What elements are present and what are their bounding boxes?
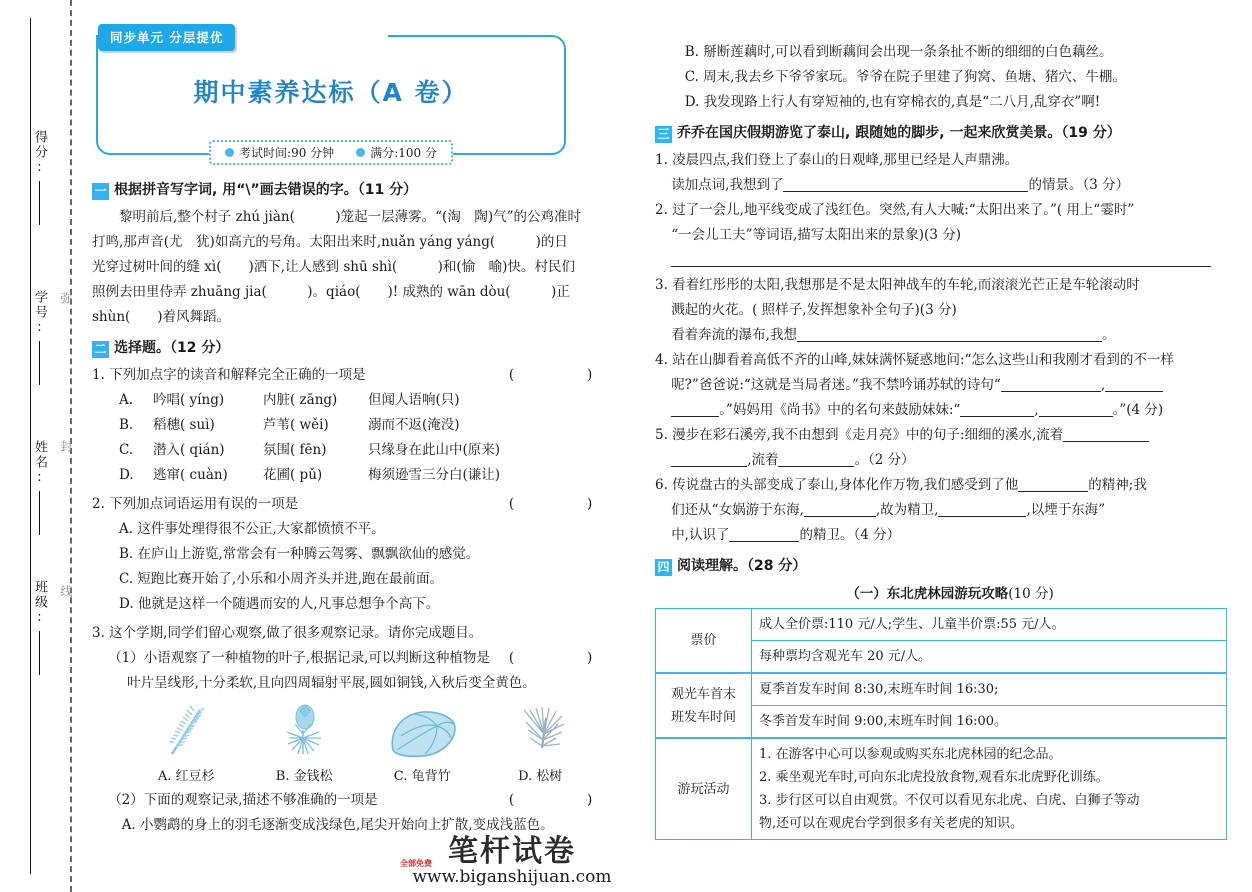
answer-blank[interactable] (671, 416, 719, 417)
page-title: 期中素养达标（A 卷） (193, 78, 469, 107)
plant-caption-b: B. 金钱松 (275, 769, 333, 784)
question-2-1-option-d (92, 463, 622, 488)
answer-blank[interactable] (1039, 416, 1113, 417)
answer-blank[interactable] (729, 541, 799, 542)
question-2-2-option-b: B. 在庐山上游览,常常会有一种腾云驾雾、飘飘欲仙的感觉。 (119, 546, 480, 562)
watermark-free-tag: 全部免费 (400, 859, 432, 868)
full-score-label: 满分:100 分 (370, 146, 437, 160)
section-title-1: 根据拼音写字词, 用“\”画去错误的字。（11 分） (114, 182, 418, 198)
table-cell-price-1: 成人全价票:110 元/人;学生、儿童半价票:55 元/人。 (752, 609, 1227, 641)
option-col3: 梅须逊雪三分白(谦让) (368, 467, 501, 483)
watermark-brand: 笔杆试卷 (448, 834, 576, 869)
left-column (92, 0, 622, 838)
watermark (372, 836, 652, 886)
question-3-2-line2: “一会儿工夫”等词语,描写太阳出来的景象)(3 分) (671, 227, 961, 243)
plant-choice-row (92, 700, 622, 784)
table-label-price: 票价 (656, 609, 752, 674)
plant-caption-c: C. 龟背竹 (393, 769, 451, 784)
monstera-leaf-icon (363, 700, 481, 762)
question-2-2-option-c: C. 短跑比赛开始了,小乐和小周齐头并进,跑在最前面。 (119, 571, 444, 587)
section-number-3: 三 (655, 126, 672, 143)
question-3-1-line1: 1. 凌晨四点,我们登上了泰山的日观峰,那里已经是人声鼎沸。 (655, 152, 1019, 168)
question-3-4-line1: 4. 站在山脚看着高低不齐的山峰,妹妹满怀疑惑地问:“怎么这些山和我刚才看到的不一样 (655, 352, 1174, 368)
answer-blank[interactable] (1001, 391, 1101, 392)
margin-field-student-id: 学号: (30, 290, 49, 385)
section1-line-4: 照例去田里侍弄 zhuāng jia( )。qiáo( )! 成熟的 wān dòu( )正 (92, 284, 570, 300)
plant-choice-d[interactable] (481, 700, 599, 784)
question-2-3-sub1 (92, 646, 622, 671)
activity-item-1: 1. 在游客中心可以参观或购买东北虎林园的纪念品。 (759, 747, 1062, 762)
table-label-bus-time-l2: 班发车时间 (670, 709, 736, 725)
question-2-2-stem: 2. 下列加点词语运用有误的一项是 (92, 496, 299, 512)
answer-blank[interactable] (1105, 391, 1163, 392)
option-col2: 氛围( fēn) (263, 442, 327, 458)
check-circle-icon (356, 148, 365, 157)
answer-blank[interactable] (778, 466, 854, 467)
plant-choice-a[interactable] (127, 700, 245, 784)
answer-bracket: ( ) (508, 367, 622, 383)
plant-caption-a: A. 红豆杉 (157, 769, 215, 784)
table-cell-bus-1: 夏季首发车时间 8:30,末班车时间 16:30; (752, 673, 1227, 706)
plant-choice-c[interactable] (363, 700, 481, 784)
table-cell-activities (752, 738, 1227, 840)
yew-branch-icon (127, 700, 245, 762)
section-heading-3 (655, 124, 1245, 143)
question-2-1 (92, 363, 622, 388)
section1-line-5: shùn( )着风舞蹈。 (92, 309, 231, 325)
option-col1: 稻穗( suì) (153, 417, 215, 433)
question-2-1-option-c (92, 438, 622, 463)
table-cell-price-2: 每种票均含观光车 20 元/人。 (752, 641, 1227, 674)
answer-blank[interactable] (1018, 491, 1088, 492)
activity-item-2: 2. 乘坐观光车时,可向东北虎投放食物,观看东北虎野化训练。 (759, 770, 1109, 785)
option-label: C. (119, 442, 134, 458)
question-2-3-sub1-record: 叶片呈线形,十分柔软,且向四周辐射平展,圆如铜钱,入秋后变全黄色。 (127, 675, 536, 691)
exam-time-label: 考试时间:90 分钟 (239, 146, 335, 160)
table-label-bus-time (656, 673, 752, 738)
section-title-4: 阅读理解。（28 分） (677, 558, 807, 574)
option-col3: 溺而不返(淹没) (368, 417, 460, 433)
question-3-6-line1: 6. 传说盘古的头部变成了泰山,身体化作万物,我们感受到了他 的精神;我 (655, 477, 1147, 493)
option-col2: 芦苇( wěi) (263, 417, 329, 433)
clock-icon (225, 148, 234, 157)
reading-passage-title: （一）东北虎林园游玩攻略(10 分) (846, 586, 1054, 602)
question-3-3-line3: 看着奔流的瀑布,我想 。 (671, 327, 1116, 343)
table-row (656, 738, 1227, 840)
answer-blank[interactable] (671, 466, 747, 467)
question-2-2-option-d: D. 他就是这样一个随遇而安的人,凡事总想争个高下。 (119, 596, 440, 612)
activity-item-3-cont: 物,还可以在观虎台学到很多有关老虎的知识。 (759, 816, 1024, 831)
answer-bracket: ( ) (508, 792, 622, 808)
table-row (656, 673, 1227, 706)
activity-item-3: 3. 步行区可以自由观赏。不仅可以看见东北虎、白虎、白狮子等动 (759, 793, 1140, 808)
section1-line-2: 打鸣,那声音(尤 犹)如高亢的号角。太阳出来时,nuǎn yáng yáng( )的日 (92, 234, 568, 250)
question-2-3-sub2-option-c: C. 周末,我去乡下爷爷家玩。爷爷在院子里建了狗窝、鱼塘、猪穴、牛棚。 (684, 69, 1126, 85)
margin-field-name: 姓名: (30, 440, 49, 535)
question-3-2-line1: 2. 过了一会儿,地平线变成了浅红色。突然,有人大喊:“太阳出来了。”( 用上“霎时” (655, 202, 1135, 218)
answer-blank[interactable] (1063, 441, 1149, 442)
left-margin (0, 0, 92, 892)
question-3-4-line2: 呢?”爸爸说:“这就是当局者迷。”我不禁吟诵苏轼的诗句“ , (655, 373, 1245, 398)
option-col1: 潜入( qián) (153, 442, 225, 458)
paper-header-card (96, 30, 566, 160)
answer-blank[interactable] (960, 416, 1034, 417)
plant-choice-b[interactable] (245, 700, 363, 784)
table-cell-bus-2: 冬季首发车时间 9:00,末班车时间 16:00。 (752, 706, 1227, 739)
section-number-2: 二 (92, 341, 109, 358)
plant-caption-d: D. 松树 (518, 769, 563, 784)
question-2-3-sub2 (92, 788, 622, 813)
option-label: B. (119, 417, 134, 433)
table-label-bus-time-l1: 观光车首末 (670, 686, 736, 702)
question-2-2 (92, 492, 622, 517)
section-title-2: 选择题。（12 分） (114, 340, 230, 356)
option-col1: 逃窜( cuàn) (153, 467, 228, 483)
answer-bracket: ( ) (508, 650, 622, 666)
question-3-3-line2: 溅起的火花。( 照样子,发挥想象补全句子)(3 分) (671, 302, 957, 318)
answer-blank[interactable] (671, 266, 1211, 267)
guide-table (655, 608, 1227, 840)
option-col2: 内脏( zāng) (263, 392, 338, 408)
table-row (656, 609, 1227, 641)
section-number-4: 四 (655, 559, 672, 576)
question-2-2-option-a: A. 这件事处理得很不公正,大家都愤愤不平。 (119, 521, 385, 537)
exam-info-strip (209, 140, 453, 165)
answer-blank[interactable] (938, 516, 1026, 517)
seal-char-1: 弥 (59, 292, 73, 304)
option-label: D. (119, 467, 134, 483)
question-2-3-sub2-stem: （2）下面的观察记录,描述不够准确的一项是 (108, 792, 378, 808)
option-label: A. (119, 392, 134, 408)
margin-field-class: 班级: (30, 580, 49, 675)
option-col3: 只缘身在此山中(原来) (368, 442, 501, 458)
question-2-1-option-b (92, 413, 622, 438)
section-heading-1 (92, 181, 622, 200)
question-3-4-line3: 。”妈妈用《尚书》中的名句来鼓励妹妹:“ , 。”(4 分) (655, 398, 1245, 423)
watermark-url: www.biganshijuan.com (412, 867, 612, 887)
question-3-3-line1: 3. 看着红彤彤的太阳,我想那是不是太阳神战车的车轮,而滚滚光芒正是车轮滚动时 (655, 277, 1140, 293)
margin-field-score: 得分: (30, 130, 49, 225)
answer-bracket: ( ) (508, 496, 622, 512)
question-3-6-line2: 们还从“女娲游于东海, ,故为精卫, ,以堙于东海” (671, 502, 1106, 518)
golden-larch-icon (245, 700, 363, 762)
question-2-3-sub2-option-b: B. 掰断莲藕时,可以看到断藕间会出现一条条扯不断的细细的白色藕丝。 (684, 44, 1113, 60)
section-number-1: 一 (92, 183, 109, 200)
seal-char-3: 线 (59, 585, 73, 597)
section-title-3: 乔乔在国庆假期游览了泰山, 跟随她的脚步, 一起来欣赏美景。（19 分） (677, 125, 1121, 141)
question-3-5-line1: 5. 漫步在彩石溪旁,我不由想到《走月亮》中的句子:细细的溪水,流着 (655, 423, 1245, 448)
section1-line-3: 光穿过树叶间的缝 xì( )洒下,让人感到 shū shì( )和(愉 喻)快。村民们 (92, 259, 575, 275)
option-col2: 花圃( pǔ) (263, 467, 323, 483)
right-column (655, 0, 1245, 840)
series-tab-chip: 同步单元 分层提优 (98, 24, 235, 51)
question-2-1-option-a (92, 388, 622, 413)
pine-branch-icon (481, 700, 599, 762)
section1-line-1: 黎明前后,整个村子 zhú jiàn( )笼起一层薄雾。“(淘 陶)气”的公鸡准时 (119, 209, 581, 225)
answer-blank[interactable] (804, 516, 876, 517)
question-2-3-sub2-option-a: A. 小鹦鹉的身上的羽毛逐渐变成浅绿色,尾尖开始向上扩散,变成浅蓝色。 (121, 817, 554, 833)
question-3-5-line2: ,流着 。（2 分） (655, 448, 1245, 473)
option-col3: 但闻人语响(只) (368, 392, 460, 408)
section-heading-4 (655, 557, 1245, 576)
question-2-1-stem: 1. 下列加点字的读音和解释完全正确的一项是 (92, 367, 366, 383)
answer-blank[interactable] (797, 341, 1102, 342)
question-3-2-answer-area[interactable] (655, 248, 1245, 273)
question-2-3-sub2-option-d: D. 我发现路上行人有穿短袖的,也有穿棉衣的,真是“二八月,乱穿衣”啊! (684, 94, 1101, 110)
section-heading-2 (92, 339, 622, 358)
answer-blank[interactable] (783, 191, 1028, 192)
question-3-1-line2: 读加点词,我想到了 的情景。（3 分） (671, 177, 1130, 193)
full-score-item (356, 144, 437, 161)
table-label-activities: 游玩活动 (656, 738, 752, 840)
exam-time-item (225, 144, 334, 161)
question-2-3 (92, 621, 622, 646)
question-2-3-sub1-stem: （1）小语观察了一种植物的叶子,根据记录,可以判断这种植物是 (108, 650, 490, 666)
question-2-3-stem: 3. 这个学期,同学们留心观察,做了很多观察记录。请你完成题目。 (92, 625, 483, 641)
option-col1: 吟唱( yíng) (153, 392, 225, 408)
question-3-6-line3: 中,认识了 的精卫。（4 分） (671, 527, 901, 543)
seal-char-2: 封 (59, 440, 73, 452)
